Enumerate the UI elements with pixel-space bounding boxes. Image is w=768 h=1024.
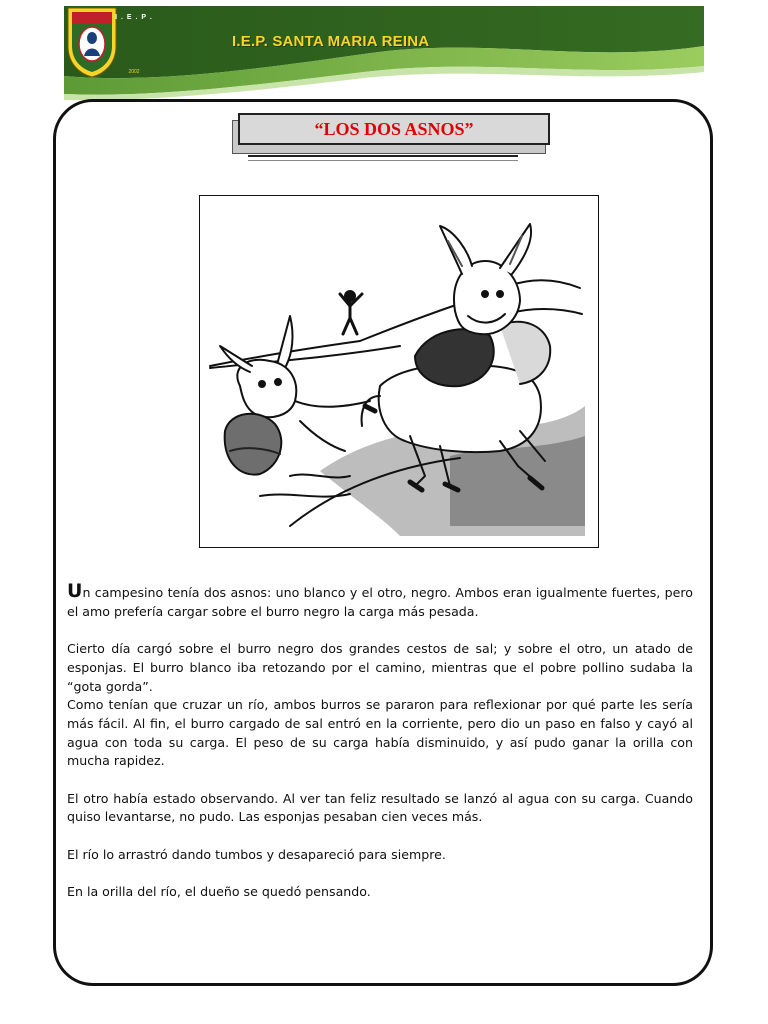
story-paragraph-1-text: n campesino tenía dos asnos: uno blanco y el otro, negro. Ambos eran igualmente fuertes, pero el amo prefería cargar sobre el burro negro la carga más pesada. bbox=[67, 585, 693, 619]
title-underline bbox=[248, 155, 518, 157]
story-paragraph: El río lo arrastró dando tumbos y desapareció para siempre. bbox=[67, 846, 446, 862]
story-paragraph bbox=[67, 580, 693, 621]
school-name: I.E.P. SANTA MARIA REINA bbox=[232, 33, 430, 50]
title-underline-thin bbox=[248, 160, 518, 161]
story-paragraph: El otro había estado observando. Al ver tan feliz resultado se lanzó al agua con su carga. Cuando quiso levantarse, no pudo. Las esponjas pesaban cien veces más. bbox=[67, 790, 693, 825]
story-paragraph: En la orilla del río, el dueño se quedó pensando. bbox=[67, 884, 371, 900]
story-paragraph: Cierto día cargó sobre el burro negro dos grandes cestos de sal; y sobre el otro, un atado de esponjas. El burro blanco iba retozando por el camino, mientras que el pobre pollino sudaba la “gota gorda”. bbox=[67, 641, 693, 694]
two-donkeys-illustration-icon bbox=[200, 196, 597, 546]
crest-letters: I . E . P . bbox=[115, 14, 153, 21]
header-banner bbox=[64, 6, 704, 102]
drop-cap: U bbox=[67, 580, 83, 602]
story-illustration bbox=[199, 195, 599, 548]
story-text bbox=[67, 580, 693, 902]
story-paragraph: Como tenían que cruzar un río, ambos burros se pararon para reflexionar por qué parte les sería más fácil. Al fin, el burro cargado de sal entró en la corriente, pero dio un paso en falso y cayó al agua con toda su carga. El peso de su carga había disminuido, y así pudo ganar la orilla con mucha rapidez. bbox=[67, 697, 693, 769]
crest-year: 2002 bbox=[128, 69, 140, 75]
page-title: “LOS DOS ASNOS” bbox=[238, 113, 550, 145]
